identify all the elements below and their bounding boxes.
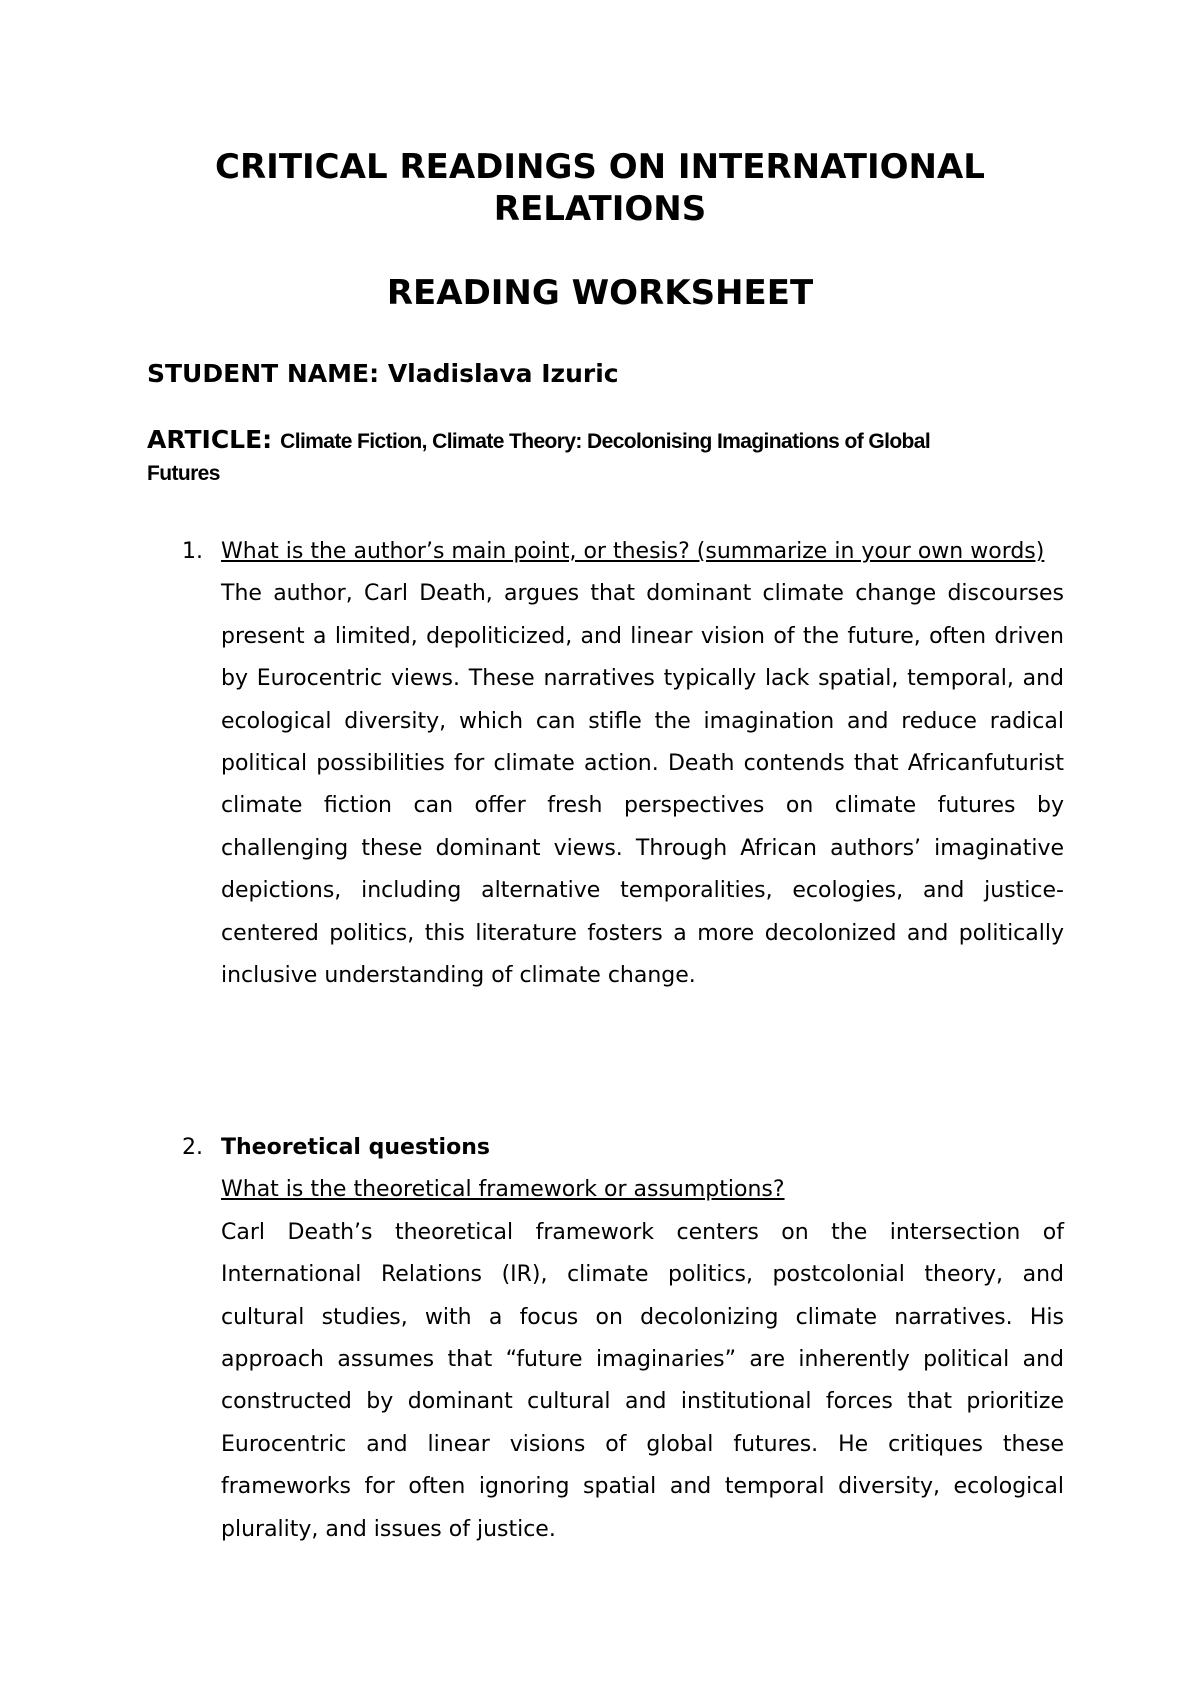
question-2-heading: Theoretical questions — [221, 1135, 490, 1160]
question-2 — [221, 1127, 1064, 1551]
question-1-number: 1. — [182, 539, 203, 564]
question-1-prompt: What is the author’s main point, or thesis? (summarize in your own words) — [221, 539, 1045, 564]
question-1-answer: The author, Carl Death, argues that dominant climate change discourses present a limited, depoliticized, and linear vision of the future, often driven by Eurocentric views. These narratives typically lack spatial, temporal, and ecological diversity, which can stifle the imagination and reduce radical political possibilities for climate action. Death contends that Africanfuturist climate fiction can offer fresh perspectives on climate futures by challenging these dominant views. Through African authors’ imaginative depictions, including alternative temporalities, ecologies, and justice-centered politics, this literature fosters a more decolonized and politically inclusive understanding of climate change. — [221, 581, 1064, 989]
question-2-answer: Carl Death’s theoretical framework centers on the intersection of International Relations (IR), climate politics, postcolonial theory, and cultural studies, with a focus on decolonizing climate narratives. His approach assumes that “future imaginaries” are inherently political and constructed by dominant cultural and institutional forces that prioritize Eurocentric and linear visions of global futures. He critiques these frameworks for often ignoring spatial and temporal diversity, ecological plurality, and issues of justice. — [221, 1219, 1064, 1542]
article-line — [147, 425, 1007, 489]
article-label: ARTICLE: — [147, 425, 273, 454]
document-subtitle: READING WORKSHEET — [386, 273, 814, 313]
question-2-prompt: What is the theoretical framework or assumptions? — [221, 1177, 785, 1203]
question-1 — [221, 531, 1064, 997]
article-title: Climate Fiction, Climate Theory: Decolonising Imaginations of Global Futures — [147, 430, 931, 485]
document-title: CRITICAL READINGS ON INTERNATIONAL RELATIONS — [215, 147, 985, 229]
student-name-value: Vladislava Izuric — [387, 359, 619, 388]
student-name-label: STUDENT NAME: — [147, 359, 380, 388]
student-name-line — [147, 358, 1067, 390]
question-2-number: 2. — [182, 1135, 203, 1160]
